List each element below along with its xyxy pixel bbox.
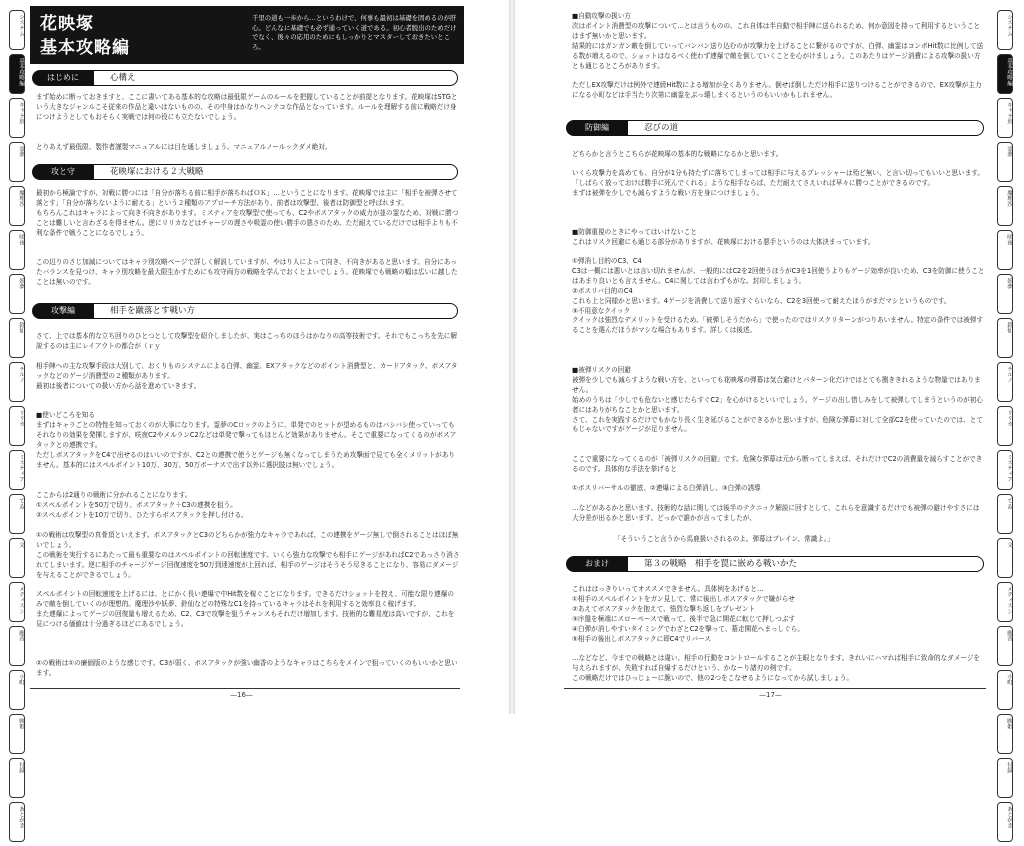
section-title: 相手を蹴落とす戦い方 (110, 306, 196, 316)
index-tab (997, 406, 1013, 446)
index-tab (997, 802, 1013, 842)
index-tab-label: 咲夜 (18, 234, 24, 246)
section-title: 花映塚における２大戦略 (110, 167, 204, 177)
index-tab-label: 鈴仙 (1006, 322, 1012, 334)
index-tab (997, 230, 1013, 270)
index-tab (9, 802, 25, 842)
paragraph: ①ボスリバーサルの徹底、②連爆による白弾消し、③白弾の誘導 (572, 484, 761, 492)
index-tab-label: 幽香 (1006, 630, 1012, 642)
index-tab (9, 142, 25, 182)
paragraph: ①の戦術は攻撃型の真骨頂といえます。ボスアタックとC3のどちらかが強力なキャラであれば、この連携をゲージ無しで倒されることはほぼ無いでしょう。 この戦術を実行するにあたって最も重要なのはスペルポイントの回転速度です。いくら強力な攻撃でも相手にゲージがあればC2であっさり消されてしまいます。逆に相手のチャージゲージ回復速度を50万到達速度が上回れば、相手のゲージはそうそう尽きることになり、容易にダメージを与えることができるでしょう。 (36, 531, 460, 579)
index-tab-label: あとがき (1006, 806, 1012, 829)
section-heading-intro (32, 70, 458, 86)
index-tab (997, 274, 1013, 314)
index-tab-label: ミスティア (18, 454, 24, 482)
index-tab (9, 450, 25, 490)
index-tab-label: 基本攻略編 (18, 58, 24, 86)
index-tab-label: 小町 (18, 674, 24, 686)
side-index-left (9, 10, 25, 846)
paragraph: ①弾消し目的のC3、C4 C3は一概には悪いとは言い切れませんが、一般的にはC2を2回使うほうがC3を1回使うよりもゲージ効率が良いため、C3を防御に使うことはあまり良いとも言えません。C4に関しては言わずもがな。封印しましょう。 ②ボスリバ目的のC4 これも上と同様かと思います。4ゲージを消費して送り返すぐらいなら、C2を3回使って耐えたほうがまだマシというものです。 ③不用意なクイック クイックは強烈なデメリットを受けるため、「被弾しそうだから」で使ったのではリスクリターンがつりあいません。特定の条件では被弾することを選んだほうがマシな場合もあります。詳しくは後述。 (572, 257, 985, 335)
index-tab (9, 758, 25, 798)
index-tab (9, 274, 25, 314)
index-tab (997, 362, 1013, 402)
index-tab (9, 538, 25, 578)
section-heading-strategy (32, 164, 458, 180)
index-tab (9, 406, 25, 446)
paragraph: ■使いどころを知る まずはキャラごとの特性を知っておくのが大事になります。霊夢のCロックのように、単発でのヒットが望めるものはバシバシ使っていってもそれなりの効果を発揮しますが、咲夜C2やメルランC2などは単発で撃ってもほとんど効果がありません。そこで重要になってくるのがボスアタックとの連携です。 ただしボスアタックをC4で出せるのはいいのですが、C2との連携で使うとゲージも無くなってしまうため攻撃面で見ても全くメリットがありません。基本的にはスペルポイント10万、30万、50万ボーナスで出す以外に選択肢は無いでしょう。 (36, 411, 457, 469)
index-tab-label: 咲夜 (1006, 234, 1012, 246)
paragraph: ■自動攻撃の扱い方 次はポイント消費型の攻撃について…とは言うものの、これ自体は半自動で相手陣に送られるため、何か意図を持って利用するということはまず無いかと思います。 結果的にはガンガン敵を倒していってバンバン送り込むのが攻撃力を上げることに繋がるのですが、白弾、幽霊はコンボHit数に比例して送る数が増えるので、ショットはなるべく使わず連爆で敵を倒していくことを心がけましょう。このあたりはゲージ消費による攻撃の扱い方とも通じるところがあります。 (572, 12, 984, 70)
index-tab-label: 霊夢 (18, 146, 24, 158)
index-tab (997, 98, 1013, 138)
section-title: 忍びの道 (644, 123, 679, 133)
section-title: 第３の戦略 相手を罠に嵌める戦いかた (644, 559, 798, 569)
index-tab (9, 98, 25, 138)
index-tab-label: 基本攻略編 (1006, 58, 1012, 86)
paragraph: どちらかと言うとこちらが花映塚の基本的な戦略になるかと思います。 (572, 150, 783, 158)
paragraph: ただしEX攻撃だけは例外で連続Hit数による増加が全くありません。倒せば倒しただけ相手に送りつけることができるので、EX攻撃が主力になる小町などは手当たり次第に幽霊をぶっ壊しまくるというのもいいかもしれません。 (572, 81, 982, 99)
paragraph: …などなど、今までの戦略とは違い、相手の行動をコントロールすることが主眼となります。きれいにハマれば相手に致命的なダメージを与えられますが、失敗すれば自爆するだけという、かなーり諸刃の剣です。 この戦略だけではひっじょーに脆いので、他の2つをこなせるようになってから試しましょう。 (572, 654, 981, 682)
index-tab (997, 538, 1013, 578)
quote: 「そういうこと言うから馬鹿扱いされるのよ。弾幕はブレイン、常識よ。」 (614, 535, 834, 543)
index-tab-label: 魔理沙 (1006, 190, 1012, 207)
left-page (30, 0, 468, 714)
index-tab (9, 670, 25, 710)
index-tab-label: てゐ (18, 498, 24, 510)
index-tab-label: メディスン (18, 586, 24, 614)
index-tab-label: 霊夢 (1006, 146, 1012, 158)
index-tab-label: 映姫 (1006, 718, 1012, 730)
section-tag: 攻撃編 (32, 303, 94, 319)
page-number: —16— (230, 691, 253, 699)
paragraph: これははっきりいってオススメできません。具体例をあげると… ①相手のスペルポイントをガン見して、常に後出しボスアタックで嫌がらせ ②あえてボスアタックを抱えて、強烈な撃ち返しをプレゼント ③序盤を極端にスローペースで戦って、後半で急に開花に転じて押しつぶす ④白弾が消しやすいタイミングでわざとC2を撃って、墓走開花ヘまっしぐら。 ⑤相手の後出しボスアタックに即C4でリバース (572, 585, 804, 643)
section-tag: おまけ (566, 556, 628, 572)
index-tab (997, 186, 1013, 226)
section-title: 心構え (110, 73, 136, 83)
index-tab (9, 626, 25, 666)
index-tab-label: 付録 (18, 762, 24, 774)
index-tab (997, 54, 1013, 94)
index-tab-label: あとがき (18, 806, 24, 829)
section-heading-attack (32, 303, 458, 319)
section-heading-bonus (566, 556, 984, 572)
index-tab-label: 魔理沙 (18, 190, 24, 207)
index-tab (997, 758, 1013, 798)
index-tab-label: システム (1006, 14, 1012, 37)
index-tab (997, 450, 1013, 490)
title-banner (30, 6, 464, 64)
paragraph: 最初から極論ですが、対戦に勝つには「自分が落ちる前に相手が落ちればＯＫ」…ということになります。花映塚では主に「相手を被弾させて落とす」「自分が落ちないように耐える」という２種類のアプローチ方法があり、前者は攻撃型、後者は防御型と呼ばれます。 もちろんこれはキャラによって向き不向きがあります。ミスティアを攻撃型で使っても、C2やボスアタックの威力が並の霊なため、対戦に勝つことは難しいと言わざるを得ません。逆にリリカなどはチャージの遅さや吸霊の使い勝手の悪さのため、ただ耐えているだけでは相手よりも不利な条件で戦うことになるでしょう。 (36, 189, 459, 237)
paragraph: ここで重要になってくるのが「被弾リスクの回避」です。危険な弾幕は元から断ってしまえば、それだけでC2の消費量を減らすことができるのです。具体的な手法を挙げると (572, 455, 983, 473)
index-tab (9, 54, 25, 94)
index-tab (997, 670, 1013, 710)
index-tab-label: 小町 (1006, 674, 1012, 686)
index-tab-label: 文 (1006, 542, 1012, 548)
index-tab-label: キャラ別 (18, 102, 24, 125)
section-tag: はじめに (32, 70, 94, 86)
index-tab-label: 映姫 (18, 718, 24, 730)
index-tab (9, 10, 25, 50)
paragraph: ここからは2通りの戦術に分かれることになります。 ①スペルポイントを50万で切り、ボスアタック＋C3の連携を狙う。 ②スペルポイントを10万で切り、ひたすらボスアタックを押し付ける。 (36, 491, 248, 519)
index-tab (9, 714, 25, 754)
index-tab-label: システム (18, 14, 24, 37)
paragraph: まず始めに断っておきますと、ここに書いてある基本的な攻略は最低限ゲームのルールを把握していることが前提となります。花映塚はSTGという大きなジャンルこそ従来の作品と違いはないものの、その中身はかなりヘンテコな作品となっています。ルールを理解する前に戦略だけ身につけようとしてもおそらく実戦では何の役にも立たないでしょう。 (36, 93, 458, 121)
index-tab (997, 494, 1013, 534)
section-heading-defense (566, 120, 984, 136)
paragraph: スペルポイントの回転速度を上げるには、とにかく長い連爆で中Hit数を稼ぐことになります。できるだけショットを控え、可能な限り連爆のみで敵を倒していくのが理想的。魔理沙や妖夢、鈴仙などの特殊なC1を持っているキャラはそれを利用すると効率良く稼げます。 また連爆によってゲージの回復量も増えるため、C2、C3で攻撃を狙うチャンスもそれだけ増加します。技術的な難易度は高いですが、これを見につける価値は十分過ぎるほどにあるでしょう。 (36, 590, 455, 628)
paragraph: …などがあるかと思います。技術的な話に関しては後半のテクニック解説に回すとして、これらを意識するだけでも被弾の避けやすさには大分差が出るかと思います。どっかで誰かが言ってましたが、 (572, 504, 980, 522)
index-tab-label: チルノ (18, 366, 24, 383)
index-tab-label: 幽香 (18, 630, 24, 642)
index-tab (997, 318, 1013, 358)
index-tab (997, 142, 1013, 182)
index-tab-label: 文 (18, 542, 24, 548)
section-tag: 防御編 (566, 120, 628, 136)
index-tab-label: 付録 (1006, 762, 1012, 774)
index-tab-label: チルノ (1006, 366, 1012, 383)
index-tab-label: 妖夢 (1006, 278, 1012, 290)
index-tab-label: 鈴仙 (18, 322, 24, 334)
page-title: 花映塚 基本攻略編 (40, 14, 130, 58)
index-tab (997, 626, 1013, 666)
index-tab (9, 186, 25, 226)
index-tab-label: キャラ別 (1006, 102, 1012, 125)
title-intro-text: 千里の道も一歩から…というわけで、何事も最初は基礎を固めるのが肝心。どんなに基礎でも必ず通っていく道である。初心者脱出のためだけでなく、後々の応用のためにもしっかりとマスターしておきたいところ。 (252, 14, 457, 51)
index-tab (9, 318, 25, 358)
index-tab-label: リリカ (18, 410, 24, 427)
paragraph: 相手陣への主な攻撃手段は大別して、おくりものシステムによる白弾、幽霊、EXアタックなどのポイント消費型と、カードアタック、ボスアタックなどのゲージ消費型の２種類があります。 最初は後者についての扱い方から話を進めていきます。 (36, 362, 458, 390)
index-tab-label: メディスン (1006, 586, 1012, 614)
book-gutter (509, 0, 515, 714)
footer-rule (564, 688, 986, 689)
paragraph: ②の戦術は①の廉価版のような感じです。C3が弱く、ボスアタックが強い幽香のようなキャラはこちらをメインで狙っていくのもいいかと思います。 (36, 659, 458, 677)
index-tab (9, 230, 25, 270)
paragraph: さて、上では基本的な立ち回りのひとつとして攻撃型を紹介しましたが、実はこっちのほうはかなりの高等技術です。それでもこっちを先に解説するのは主にレイアウトの都合が（ｒｙ (36, 332, 457, 350)
index-tab-label: てゐ (1006, 498, 1012, 510)
index-tab-label: ミスティア (1006, 454, 1012, 482)
paragraph: いくら攻撃力を高めても、自分が1分も持たずに落ちてしまっては相手に与えるプレッシャーは殆ど無い、と言い切ってもいいと思います。「しばらく放っておけば勝手に死んでくれる」ような相手ならば、ただ耐えてさえいれば早々に勝つことができるのです。 まずは被弾を少しでも減らすような戦い方を身につけましょう。 (572, 169, 984, 197)
index-tab (997, 714, 1013, 754)
index-tab-label: 妖夢 (18, 278, 24, 290)
footer-rule (30, 688, 460, 689)
side-index-right (997, 10, 1013, 846)
page-number: —17— (759, 691, 782, 699)
paragraph: ■被弾リスクの回避 被弾を少しでも減らすような戦い方を、といっても花映塚の弾幕は気合避けとパターン化だけではとても捌ききれるような物量ではありません。 始めのうちは「少しでも危ないと感じたらすぐC2」を心がけるといいでしょう。ゲージの出し惜しみをして被弾してしまうというのが初心者にはありがちなことかと思います。 さて、これを実践するだけでもかなり長く生き延びることができるかと思いますが、危険な弾幕に対して全部C2を使っていたのでは、とてもじゃないですがゲージが足りません。 (572, 366, 983, 434)
index-tab (9, 362, 25, 402)
index-tab (9, 494, 25, 534)
index-tab (997, 10, 1013, 50)
index-tab-label: リリカ (1006, 410, 1012, 427)
paragraph: ■防御重視のときにやってはいけないこと これはリスク回避にも通じる部分がありますが、花映塚における悪手というのは大体決まっています。 (572, 228, 875, 246)
paragraph: この辺りのさじ加減についてはキャラ別攻略ページで詳しく解説していますが、やはり人によって向き、不向きがあると思います。自分にあったバランスを見つけ、キャラ別攻略を最大限生かすためにも攻守両方の戦略を学んでおくとよいでしょう。花映塚でも戦略の幅は広いに越したことは無いのです。 (36, 258, 458, 286)
index-tab (9, 582, 25, 622)
section-tag: 攻と守 (32, 164, 94, 180)
right-page (564, 0, 989, 714)
index-tab (997, 582, 1013, 622)
paragraph: とりあえず最低限、製作者謹製マニュアルには目を通しましょう。マニュアルノールックダメ絶対。 (36, 143, 332, 151)
